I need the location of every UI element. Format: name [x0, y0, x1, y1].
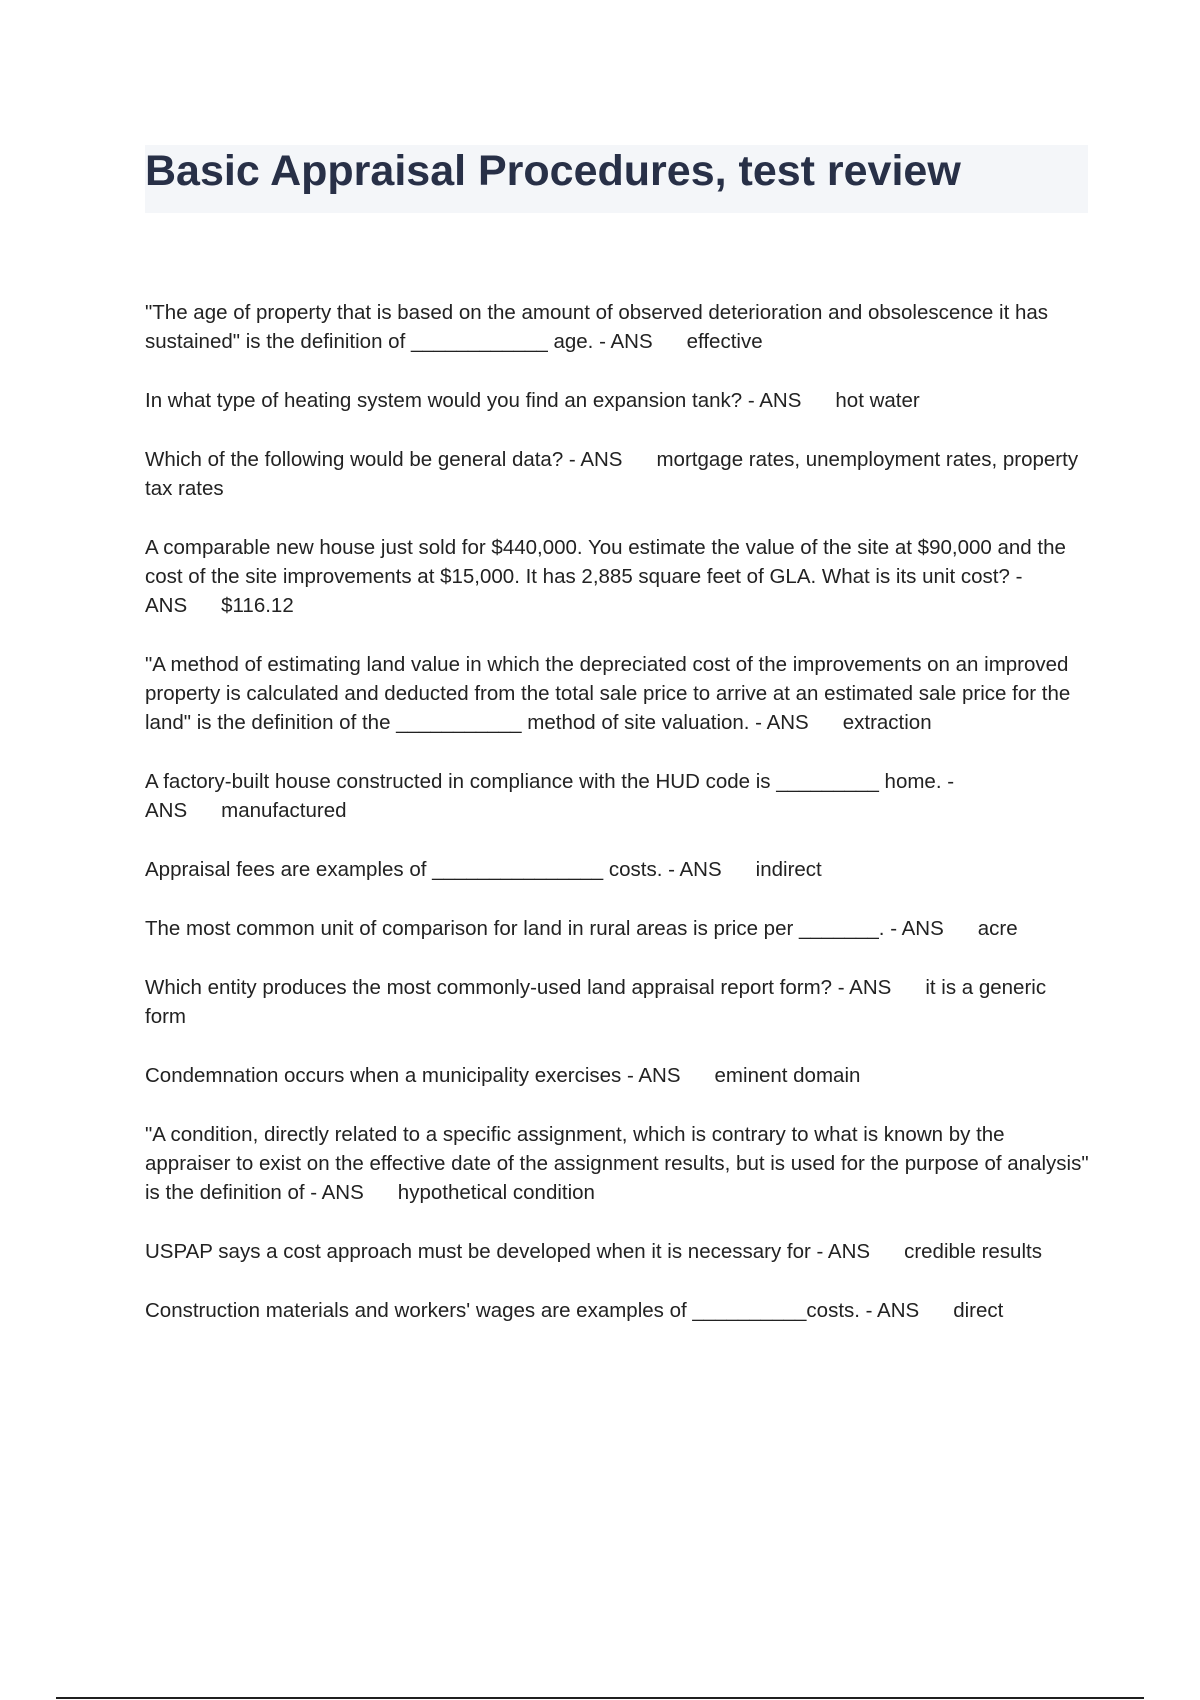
qa-item [145, 855, 1090, 884]
qa-question: Construction materials and workers' wages are examples of __________costs. - ANS [145, 1299, 920, 1322]
qa-answer: it is a generic form [145, 976, 1047, 1028]
footer-rule [56, 1697, 1144, 1699]
qa-item [145, 445, 1090, 503]
qa-question: A factory-built house constructed in compliance with the HUD code is _________ home. - ANS [145, 770, 955, 822]
qa-answer: indirect [755, 858, 822, 881]
qa-question: "A method of estimating land value in which the depreciated cost of the improvements on an improved property is calculated and deducted from the total sale price to arrive at an estimated sale price for the land" is the definition of the ___________ method of site valuation. - ANS [145, 653, 1071, 734]
qa-question: Condemnation occurs when a municipality exercises - ANS [145, 1064, 681, 1087]
qa-answer: acre [977, 917, 1018, 940]
qa-question: In what type of heating system would you find an expansion tank? - ANS [145, 389, 802, 412]
qa-question: Appraisal fees are examples of _______________ costs. - ANS [145, 858, 722, 881]
qa-answer: manufactured [221, 799, 347, 822]
qa-answer: effective [686, 330, 763, 353]
qa-item [145, 1120, 1090, 1207]
qa-question: Which of the following would be general data? - ANS [145, 448, 623, 471]
qa-question: USPAP says a cost approach must be developed when it is necessary for - ANS [145, 1240, 871, 1263]
qa-answer: extraction [842, 711, 932, 734]
qa-question: A comparable new house just sold for $440,000. You estimate the value of the site at $90,000 and the cost of the site improvements at $15,000. It has 2,885 square feet of GLA. What is its unit cost? - ANS [145, 536, 1066, 617]
qa-item [145, 650, 1090, 737]
qa-answer: direct [953, 1299, 1004, 1322]
qa-answer: mortgage rates, unemployment rates, property tax rates [145, 448, 1079, 500]
qa-item [145, 767, 1090, 825]
qa-question: Which entity produces the most commonly-used land appraisal report form? - ANS [145, 976, 892, 999]
qa-question: The most common unit of comparison for land in rural areas is price per _______. - ANS [145, 917, 944, 940]
document-title: Basic Appraisal Procedures, test review [145, 147, 961, 195]
qa-item [145, 533, 1090, 620]
qa-answer: hypothetical condition [397, 1181, 595, 1204]
qa-question: "A condition, directly related to a specific assignment, which is contrary to what is known by the appraiser to exist on the effective date of the assignment results, but is used for the purpose of analysis" is the definition of - ANS [145, 1123, 1089, 1204]
qa-item [145, 973, 1090, 1031]
qa-item [145, 1061, 1090, 1090]
qa-question: "The age of property that is based on the amount of observed deterioration and obsolescence it has sustained" is the definition of ____________ age. - ANS [145, 301, 1049, 353]
qa-list [145, 298, 1090, 1355]
qa-item [145, 1237, 1090, 1266]
qa-answer: hot water [835, 389, 920, 412]
qa-answer: $116.12 [221, 594, 294, 617]
qa-item [145, 298, 1090, 356]
qa-answer: credible results [904, 1240, 1042, 1263]
qa-item [145, 914, 1090, 943]
qa-item [145, 1296, 1090, 1325]
qa-answer: eminent domain [714, 1064, 861, 1087]
qa-item [145, 386, 1090, 415]
